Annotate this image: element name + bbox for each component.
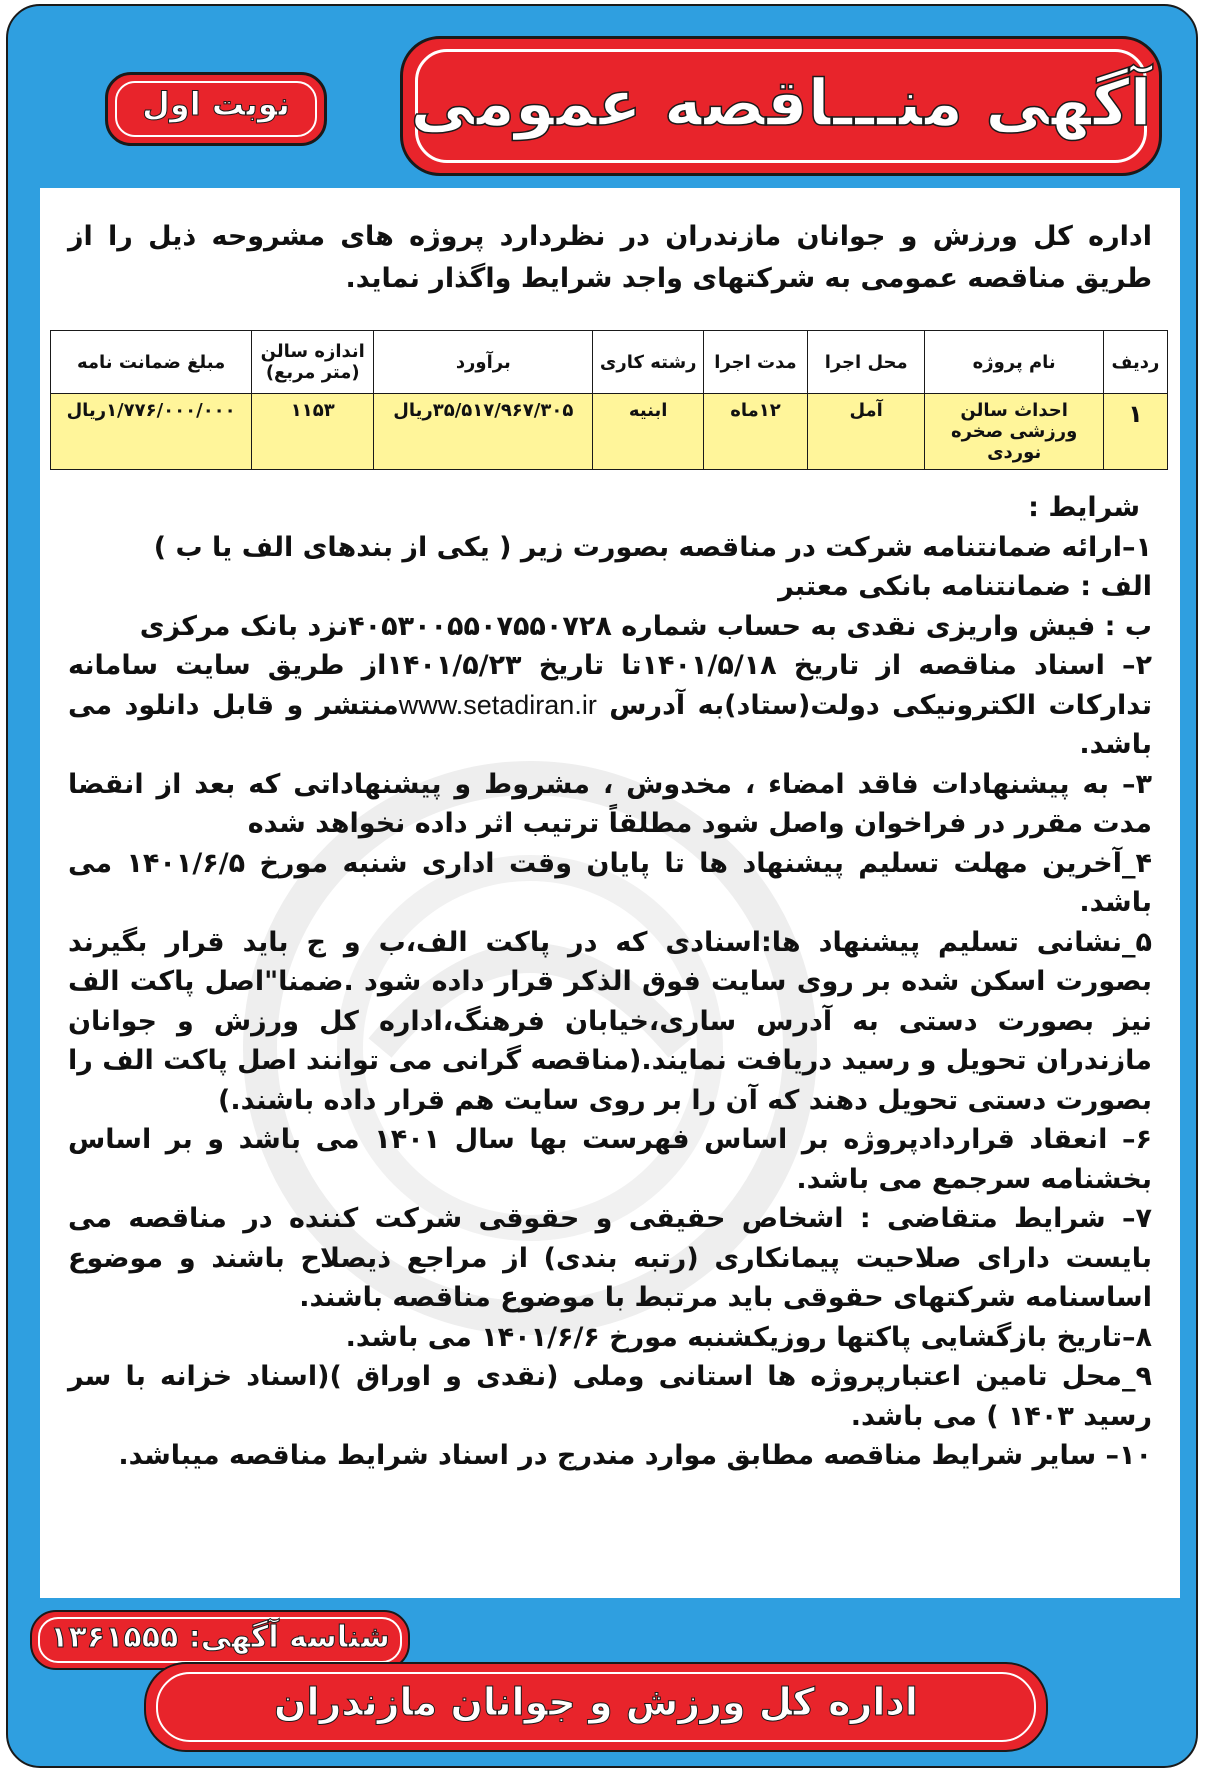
th-hall-size: اندازه سالن (متر مربع)	[252, 331, 374, 394]
cell-field: ابنیه	[593, 394, 704, 470]
ad-title: آگهی منـــاقصه عمومی	[410, 67, 1152, 141]
condition-2-tail: منتشر و قابل دانلود می باشد.	[68, 689, 1152, 760]
footer-organization: اداره کل ورزش و جوانان مازندران	[274, 1680, 918, 1724]
condition-9: ۹_محل تامین اعتبارپروژه ها استانی وملی (نقدی و اوراق )(اسناد خزانه با سر رسید ۱۴۰۳ ) می باشد.	[68, 1361, 1152, 1432]
condition-10: ۱۰– سایر شرایط مناقصه مطابق موارد مندرج در اسناد شرایط مناقصه میباشد.	[118, 1440, 1152, 1471]
condition-8: ۸–تاریخ بازگشایی پاکتها روزیکشنبه مورخ ۱۴۰۱/۶/۶ می باشد.	[345, 1321, 1152, 1353]
projects-table	[50, 330, 1168, 470]
cell-guarantee: ۱/۷۷۶/۰۰۰/۰۰۰ریال	[51, 394, 252, 470]
condition-2-text: ۲– اسناد مناقصه از تاریخ ۱۴۰۱/۵/۱۸تا تاریخ ۱۴۰۱/۵/۲۳از طریق سایت سامانه تدارکات الکترونیکی دولت(ستاد)به آدرس	[68, 650, 1153, 721]
th-duration: مدت اجرا	[704, 331, 808, 394]
table-row	[51, 394, 1168, 470]
th-row: ردیف	[1103, 331, 1167, 394]
ad-id: شناسه آگهی: ۱۳۶۱۵۵۵	[50, 1620, 390, 1655]
condition-2	[68, 646, 1152, 765]
condition-3: ۳– به پیشنهادات فاقد امضاء ، مخدوش ، مشروط و پیشنهاداتی که بعد از انقضا مدت مقرر در فراخوان واصل شود مطلقاً ترتیب اثر داده نخواهد شده	[68, 768, 1152, 839]
condition-1a: الف : ضمانتنامه بانکی معتبر	[778, 571, 1152, 602]
condition-1b: ب : فیش واریزی نقدی به حساب شماره ۴۰۵۳۰۰۵۵۰۷۵۵۰۷۲۸نزد بانک مرکزی	[139, 610, 1152, 642]
th-estimate: برآورد	[374, 331, 593, 394]
content-panel	[40, 188, 1180, 1598]
title-banner	[400, 36, 1162, 176]
cell-location: آمل	[807, 394, 924, 470]
th-project: نام پروژه	[925, 331, 1103, 394]
round-label: نوبت اول	[142, 85, 290, 123]
condition-6: ۶– انعقاد قراردادپروژه بر اساس فهرست بها سال ۱۴۰۱ می باشد و بر اساس بخشنامه سرجمع می باشد.	[68, 1124, 1152, 1195]
cell-hall-size: ۱۱۵۳	[252, 394, 374, 470]
th-field: رشته کاری	[593, 331, 704, 394]
cell-duration: ۱۲ماه	[704, 394, 808, 470]
ad-frame	[6, 4, 1198, 1768]
setadiran-link[interactable]: www.setadiran.ir	[398, 689, 597, 720]
condition-5: ۵_نشانی تسلیم پیشنهاد ها:اسنادی که در پاکت الف،ب و ج باید قرار بگیرند بصورت اسکن شده بر روی سایت فوق الذکر قرار داده شود .ضمنا"اصل پاکت الف نیز بصورت دستی به آدرس ساری،خیابان فرهنگ،اداره کل ورزش و جوانان مازندران تحویل و رسید دریافت نمایند.(مناقصه گرانی می توانند اصل پاکت الف را بصورت دستی تحویل دهند که آن را بر روی سایت هم قرار داده باشند.)	[68, 926, 1152, 1116]
cell-estimate: ۳۵/۵۱۷/۹۶۷/۳۰۵ریال	[374, 394, 593, 470]
table-header-row	[51, 331, 1168, 394]
round-badge	[105, 72, 327, 146]
cell-project: احداث سالن ورزشی صخره نوردی	[925, 394, 1103, 470]
condition-1: ۱–ارائه ضمانتنامه شرکت در مناقصه بصورت زیر ( یکی از بندهای الف یا ب )	[153, 531, 1152, 563]
conditions-section	[68, 488, 1152, 1476]
condition-4: ۴_آخرین مهلت تسلیم پیشنهاد ها تا پایان وقت اداری شنبه مورخ ۱۴۰۱/۶/۵ می باشد.	[68, 847, 1153, 918]
footer-banner	[144, 1662, 1048, 1752]
ad-id-badge	[30, 1610, 410, 1670]
condition-7: ۷– شرایط متقاضی : اشخاص حقیقی و حقوقی شرکت کننده در مناقصه می بایست دارای صلاحیت پیمانکاری (رتبه بندی) از مراجع ذیصلاح باشند و موضوع اساسنامه شرکتهای حقوقی باید مرتبط با موضوع مناقصه باشند.	[68, 1203, 1152, 1313]
intro-paragraph: اداره کل ورزش و جوانان مازندران در نظردارد پروژه های مشروحه ذیل را از طریق مناقصه عمومی به شرکتهای واجد شرایط واگذار نماید.	[68, 221, 1152, 294]
cell-row: ۱	[1103, 394, 1167, 470]
conditions-heading: شرایط :	[1028, 492, 1140, 523]
th-location: محل اجرا	[807, 331, 924, 394]
th-guarantee: مبلغ ضمانت نامه	[51, 331, 252, 394]
